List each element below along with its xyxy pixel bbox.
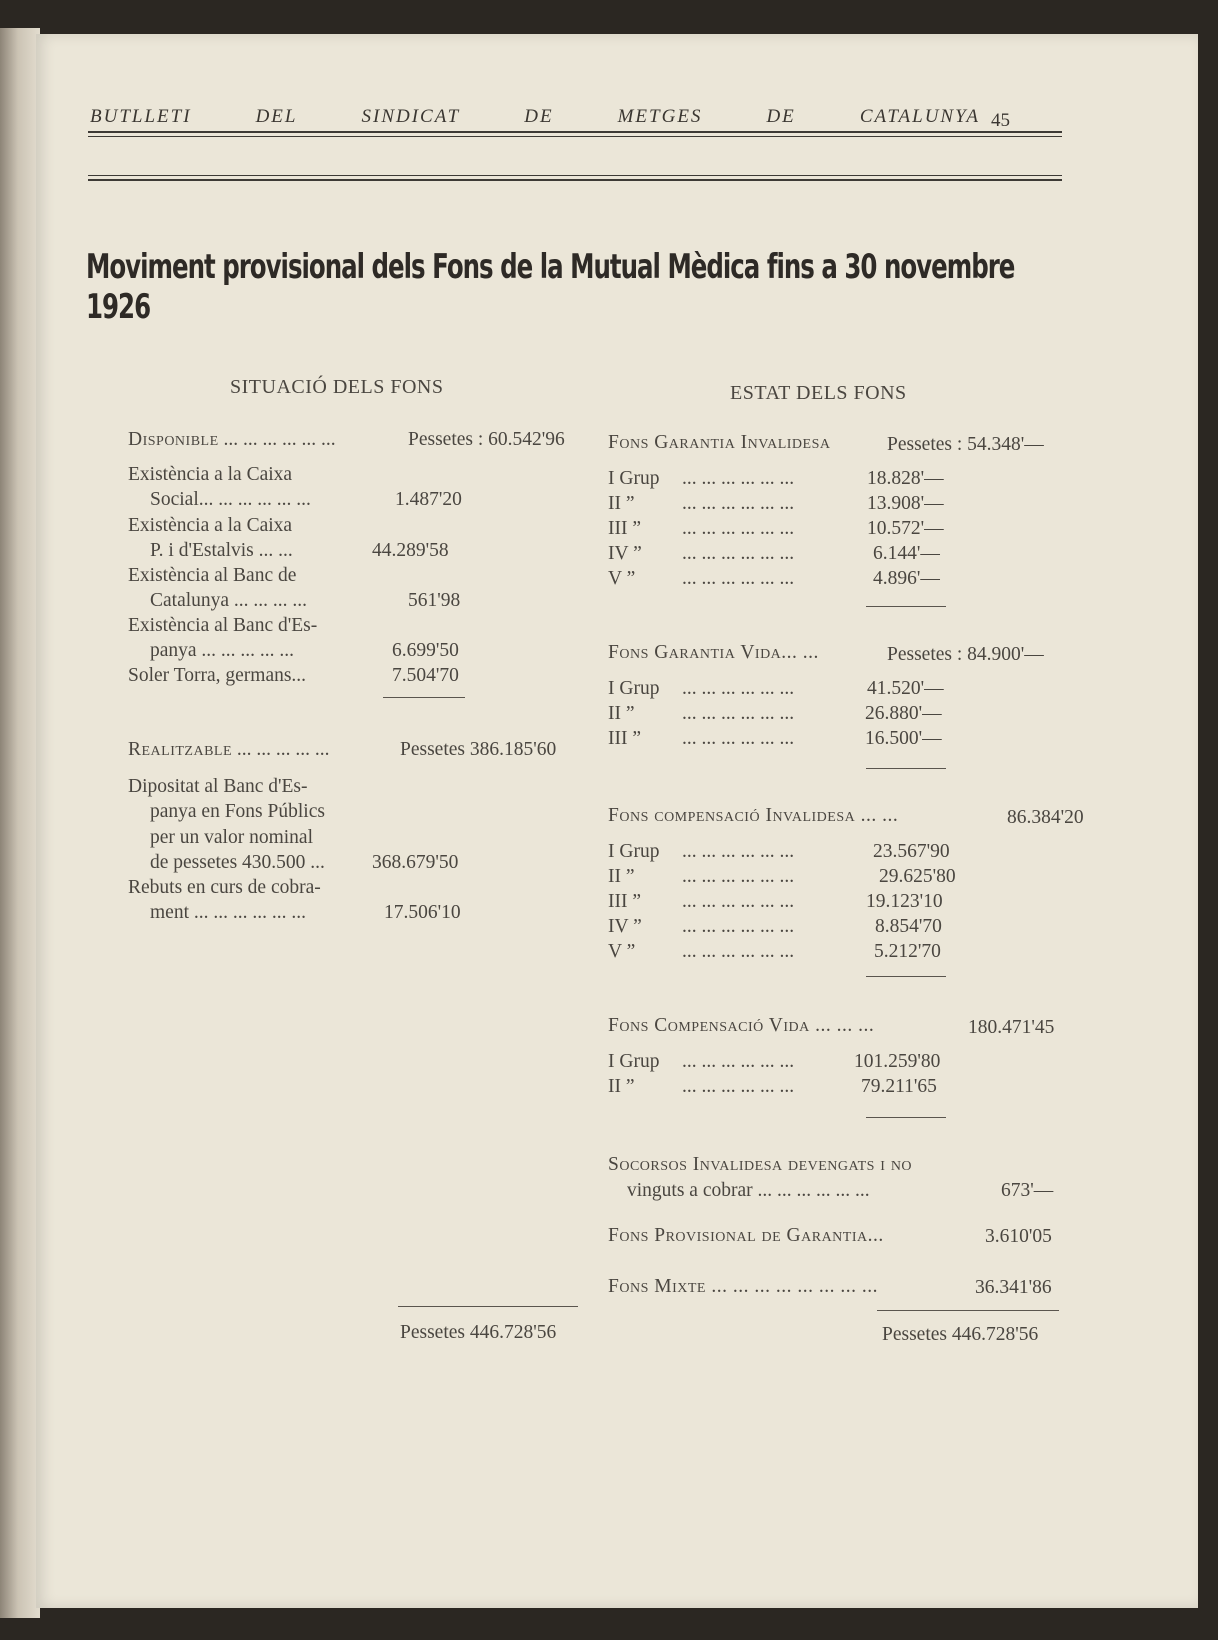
realitzable-item-line: per un valor nominal [150,826,313,848]
fund-row-dots: ... ... ... ... ... ... [682,678,795,699]
socorsos-line2: vinguts a cobrar ... ... ... ... ... ... [627,1180,870,1201]
fund-section-sum-rule [866,768,946,769]
left-grand-total-rule [398,1306,578,1307]
header-rule-bottom-thin [88,175,1062,176]
realitzable-item-line: de pessetes 430.500 ... [150,851,325,873]
realitzable-item-line: panya en Fons Públics [150,801,325,823]
page-title: Moviment provisional dels Fons de la Mutual Mèdica fins a 30 novembre 1926 [86,247,1015,327]
left-grand-total: Pessetes 446.728'56 [400,1322,557,1343]
realitzable-item-line: Dipositat al Banc d'Es- [128,776,308,797]
fund-row-dots: ... ... ... ... ... ... [682,1051,795,1072]
header-word: DE [524,106,554,127]
header-rule-top-thin [88,136,1062,137]
header-rule-top [88,131,1062,133]
fund-row-dots: ... ... ... ... ... ... [682,468,795,489]
fund-row-dots: ... ... ... ... ... ... [682,703,795,725]
disponible-item-amount: 7.504'70 [392,665,459,686]
fund-row-name: V ” [608,568,636,590]
fund-row-dots: ... ... ... ... ... ... [682,493,795,515]
mixte-label: Fons Mixte ... ... ... ... ... ... ... ... [608,1276,878,1297]
fund-section-label: Fons Compensació Vida ... ... ... [608,1015,875,1036]
socorsos-line1: Socorsos Invalidesa devengats i no [608,1154,913,1175]
header-word: CATALUNYA [859,106,980,127]
disponible-item-amount: 44.289'58 [372,540,449,562]
fund-row-dots: ... ... ... ... ... ... [682,518,795,540]
fund-row-name: III ” [608,728,642,750]
journal-header [90,106,980,128]
disponible-item-line: Catalunya ... ... ... ... [150,590,308,612]
header-rule-bottom [88,179,1062,181]
fund-section-label: Fons Garantia Invalidesa [608,432,831,453]
disponible-total: Pessetes : 60.542'96 [408,429,565,450]
disponible-item-line: Existència a la Caixa [128,515,293,536]
fund-row-name: III ” [608,891,642,913]
fund-section-total: 180.471'45 [968,1017,1055,1038]
fund-row-amount: 5.212'70 [874,941,941,963]
fund-row-amount: 8.854'70 [875,916,942,938]
disponible-sum-rule [383,697,465,698]
header-word: DE [766,106,796,127]
disponible-item-line: Existència al Banc d'Es- [128,615,318,636]
realitzable-row [128,740,330,760]
fund-row-amount: 23.567'90 [873,841,950,862]
fund-row-amount: 16.500'— [865,728,942,750]
fund-row-dots: ... ... ... ... ... ... [682,866,795,888]
header-word: SINDICAT [361,106,461,127]
socorsos-amount: 673'— [1001,1180,1054,1201]
provisional-label: Fons Provisional de Garantia... [608,1225,884,1246]
fund-row-amount: 79.211'65 [861,1076,937,1098]
fund-row-dots: ... ... ... ... ... ... [682,916,795,938]
fund-row-name: IV ” [608,543,642,565]
fund-section-total: Pessetes : 54.348'— [887,434,1044,455]
fund-row-dots: ... ... ... ... ... ... [682,728,795,750]
page-number: 45 [991,110,1010,131]
fund-row-amount: 18.828'— [867,468,944,489]
disponible-item-amount: 1.487'20 [395,489,462,511]
provisional-amount: 3.610'05 [985,1226,1052,1247]
fund-row-amount: 19.123'10 [866,891,943,913]
fund-row-name: IV ” [608,916,642,938]
mixte-amount: 36.341'86 [975,1277,1052,1298]
fund-row-dots: ... ... ... ... ... ... [682,891,795,913]
fund-section-sum-rule [866,976,946,977]
fund-row-name: III ” [608,518,642,540]
fund-section-sum-rule [866,606,946,607]
fund-row-name: II ” [608,1076,635,1098]
fund-row-amount: 13.908'— [867,493,944,515]
fund-section-label: Fons Garantia Vida... ... [608,642,819,663]
fund-row-amount: 41.520'— [867,678,944,699]
disponible-item-line: Existència al Banc de [128,565,297,586]
book-spine [0,28,40,1618]
realitzable-item-amount: 17.506'10 [384,902,461,924]
header-word: METGES [617,106,703,127]
fund-row-name: I Grup [608,678,660,699]
fund-row-amount: 101.259'80 [854,1051,941,1072]
realitzable-item-line: Rebuts en curs de cobra- [128,877,321,898]
fund-row-amount: 4.896'— [873,568,940,590]
fund-row-amount: 29.625'80 [879,866,956,888]
fund-row-dots: ... ... ... ... ... ... [682,841,795,862]
fund-section-total: Pessetes : 84.900'— [887,644,1044,665]
fund-section-sum-rule [866,1117,946,1118]
disponible-label: Disponible [128,429,219,450]
fund-row-dots: ... ... ... ... ... ... [682,1076,795,1098]
header-word: BUTLLETI [90,106,192,127]
realitzable-item-line: ment ... ... ... ... ... ... [150,902,306,924]
realitzable-dots: ... ... ... ... ... [236,739,330,760]
fund-section-total: 86.384'20 [1007,807,1084,828]
disponible-item-line: Soler Torra, germans... [128,665,307,686]
disponible-item-amount: 6.699'50 [392,640,459,662]
fund-row-name: I Grup [608,1051,660,1072]
fund-row-name: I Grup [608,841,660,862]
fund-row-name: II ” [608,493,635,515]
fund-row-name: II ” [608,866,635,888]
fund-row-amount: 10.572'— [867,518,944,540]
fund-row-name: I Grup [608,468,660,489]
disponible-row [128,430,336,450]
disponible-item-line: panya ... ... ... ... ... [150,640,295,662]
realitzable-label: Realitzable [128,739,233,760]
disponible-item-line: P. i d'Estalvis ... ... [150,540,293,562]
fund-row-name: V ” [608,941,636,963]
fund-section-label: Fons compensació Invalidesa ... ... [608,805,899,826]
right-grand-total-rule [877,1310,1059,1311]
left-heading: SITUACIÓ DELS FONS [230,376,444,398]
disponible-item-amount: 561'98 [408,590,461,612]
realitzable-item-amount: 368.679'50 [372,851,459,873]
disponible-item-line: Existència a la Caixa [128,464,293,485]
fund-row-dots: ... ... ... ... ... ... [682,941,795,963]
fund-row-amount: 6.144'— [873,543,940,565]
right-heading: ESTAT DELS FONS [730,382,907,404]
fund-row-amount: 26.880'— [865,703,942,725]
fund-row-name: II ” [608,703,635,725]
fund-row-dots: ... ... ... ... ... ... [682,543,795,565]
disponible-item-line: Social... ... ... ... ... ... [150,489,311,511]
fund-row-dots: ... ... ... ... ... ... [682,568,795,590]
header-word: DEL [255,106,298,127]
disponible-dots: ... ... ... ... ... ... [223,429,336,450]
realitzable-total: Pessetes 386.185'60 [400,739,557,760]
right-grand-total: Pessetes 446.728'56 [882,1324,1039,1345]
